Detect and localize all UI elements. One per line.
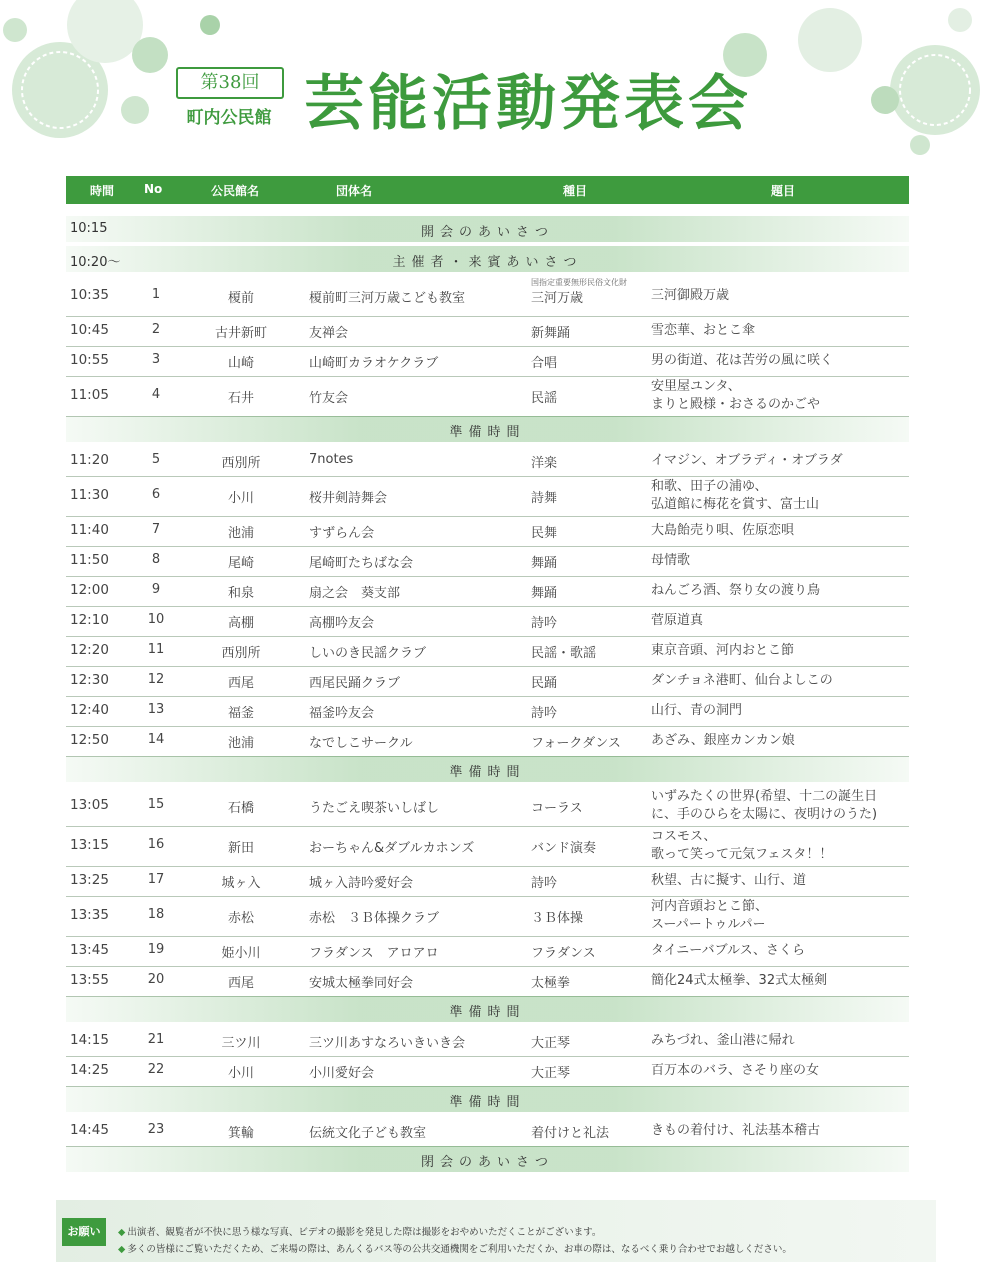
row-title-line: 山行、青の洞門 bbox=[651, 703, 743, 718]
row-title-line: に、手のひらを太陽に、夜明けのうた) bbox=[651, 807, 878, 822]
row-title bbox=[651, 322, 755, 340]
row-number: 23 bbox=[147, 1122, 165, 1137]
row-title bbox=[651, 732, 795, 750]
row-group: 山崎町カラオケクラブ bbox=[309, 356, 439, 371]
row-genre: 大正琴 bbox=[531, 1036, 571, 1051]
row-genre bbox=[531, 278, 627, 306]
row-number: 17 bbox=[147, 872, 165, 887]
row-title-line: まりと殿様・おさるのかごや bbox=[651, 397, 821, 412]
row-title-line: コスモス、 bbox=[651, 829, 717, 844]
row-title bbox=[651, 672, 833, 690]
row-group: 高棚吟友会 bbox=[309, 616, 375, 631]
row-hall: 新田 bbox=[227, 841, 254, 856]
table-row bbox=[66, 546, 909, 577]
row-genre: 太極拳 bbox=[531, 976, 571, 991]
row-group: すずらん会 bbox=[309, 526, 375, 541]
section-band bbox=[66, 756, 909, 782]
row-title-line: 簡化24式太極拳、32式太極剣 bbox=[651, 973, 828, 988]
row-hall: 姫小川 bbox=[221, 946, 261, 961]
row-number: 4 bbox=[151, 387, 161, 402]
row-time: 12:40 bbox=[70, 702, 109, 718]
band-label: 主催者・来賓あいさつ bbox=[392, 255, 583, 270]
row-genre: 舞踊 bbox=[531, 556, 558, 571]
row-hall: 赤松 bbox=[227, 911, 254, 926]
row-genre: コーラス bbox=[531, 801, 583, 816]
row-hall: 小川 bbox=[227, 491, 254, 506]
row-group: しいのき民謡クラブ bbox=[309, 646, 427, 661]
row-title bbox=[651, 972, 827, 990]
col-genre: 種目 bbox=[563, 184, 588, 198]
row-time: 12:00 bbox=[70, 582, 109, 598]
row-hall: 西尾 bbox=[227, 976, 254, 991]
row-number: 16 bbox=[147, 837, 165, 852]
row-time: 12:50 bbox=[70, 732, 109, 748]
row-time: 11:20 bbox=[70, 452, 109, 468]
row-time: 13:05 bbox=[70, 797, 109, 813]
row-title-line: 河内音頭おとこ節、 bbox=[651, 899, 769, 914]
row-time: 13:35 bbox=[70, 907, 109, 923]
row-hall: 石橋 bbox=[227, 801, 254, 816]
section-band bbox=[66, 1086, 909, 1112]
table-row bbox=[66, 636, 909, 667]
row-title-line: 安里屋ユンタ、 bbox=[651, 379, 741, 394]
row-hall: 和泉 bbox=[227, 586, 254, 601]
table-row bbox=[66, 966, 909, 997]
row-time: 12:20 bbox=[70, 642, 109, 658]
row-number: 3 bbox=[151, 352, 161, 367]
row-title-line: 雪恋華、おとこ傘 bbox=[651, 323, 756, 338]
table-row bbox=[66, 786, 909, 827]
table-row bbox=[66, 516, 909, 547]
row-number: 9 bbox=[151, 582, 161, 597]
row-title bbox=[651, 478, 819, 514]
table-row bbox=[66, 936, 909, 967]
row-hall: 西別所 bbox=[221, 646, 261, 661]
col-hall: 公民館名 bbox=[211, 184, 260, 198]
row-number: 6 bbox=[151, 487, 161, 502]
row-number: 12 bbox=[147, 672, 165, 687]
row-number: 22 bbox=[147, 1062, 165, 1077]
row-title-line: 和歌、田子の浦ゆ、 bbox=[651, 479, 768, 494]
row-number: 7 bbox=[151, 522, 161, 537]
row-number: 19 bbox=[147, 942, 165, 957]
section-band bbox=[66, 996, 909, 1022]
row-group: 伝統文化子ども教室 bbox=[309, 1126, 427, 1141]
table-row bbox=[66, 606, 909, 637]
row-group: 桜井剣詩舞会 bbox=[309, 491, 388, 506]
band-label: 閉会のあいさつ bbox=[420, 1155, 554, 1170]
table-row bbox=[66, 896, 909, 937]
row-title-line: ねんごろ酒、祭り女の渡り鳥 bbox=[651, 583, 821, 598]
schedule-table bbox=[66, 176, 909, 204]
row-genre: 民踊 bbox=[531, 676, 558, 691]
row-time: 12:10 bbox=[70, 612, 109, 628]
row-hall: 西尾 bbox=[227, 676, 254, 691]
row-number: 2 bbox=[151, 322, 161, 337]
row-genre: フラダンス bbox=[531, 946, 596, 961]
row-title-line: 歌って笑って元気フェスタ！！ bbox=[651, 847, 833, 862]
row-group: 赤松 ３Ｂ体操クラブ bbox=[309, 911, 440, 926]
row-title bbox=[651, 522, 794, 540]
table-row bbox=[66, 316, 909, 347]
row-genre: 新舞踊 bbox=[531, 326, 571, 341]
genre-note: 国指定重要無形民俗文化財 bbox=[531, 278, 627, 287]
notice-line: ◆ 出演者、観覧者が不快に思う様な写真、ビデオの撮影を発見した際は撮影をおやめいただくことがございます。 bbox=[118, 1224, 792, 1241]
row-group: 7notes bbox=[309, 452, 354, 467]
row-genre: 洋楽 bbox=[531, 456, 558, 471]
row-title bbox=[651, 1032, 795, 1050]
col-no: No bbox=[144, 182, 163, 196]
row-time: 13:15 bbox=[70, 837, 109, 853]
row-group: フラダンス アロアロ bbox=[309, 946, 439, 961]
table-row bbox=[66, 1056, 909, 1087]
table-row bbox=[66, 576, 909, 607]
row-time: 13:45 bbox=[70, 942, 109, 958]
row-title-line: 大島飴売り唄、佐原恋唄 bbox=[651, 523, 795, 538]
row-time: 13:55 bbox=[70, 972, 109, 988]
row-title-line: 秋望、古に擬す、山行、道 bbox=[651, 873, 806, 888]
row-title bbox=[651, 1062, 819, 1080]
row-group: 友禅会 bbox=[309, 326, 349, 341]
row-time: 10:45 bbox=[70, 322, 109, 338]
table-header bbox=[66, 176, 909, 204]
row-group: 竹友会 bbox=[309, 391, 349, 406]
row-group: 安城太極拳同好会 bbox=[309, 976, 414, 991]
row-title-line: きもの着付け、礼法基本稽古 bbox=[651, 1123, 821, 1138]
band-label: 開会のあいさつ bbox=[420, 225, 554, 240]
row-time: 14:45 bbox=[70, 1122, 109, 1138]
row-title bbox=[651, 642, 794, 660]
row-title bbox=[651, 828, 832, 864]
row-title-line: 男の街道、花は苦労の風に咲く bbox=[651, 353, 834, 368]
row-title bbox=[651, 702, 742, 720]
row-number: 14 bbox=[147, 732, 165, 747]
row-title bbox=[651, 898, 768, 934]
row-number: 10 bbox=[147, 612, 165, 627]
row-time: 10:35 bbox=[70, 287, 109, 303]
col-title: 題目 bbox=[771, 184, 796, 198]
row-title-line: みちづれ、釜山港に帰れ bbox=[651, 1033, 795, 1048]
row-hall: 小川 bbox=[227, 1066, 254, 1081]
band-label: 準備時間 bbox=[449, 1095, 526, 1110]
band-time: 10:15 bbox=[70, 221, 108, 236]
row-hall: 池浦 bbox=[227, 526, 254, 541]
row-title-line: 菅原道真 bbox=[651, 613, 704, 628]
notice-box bbox=[56, 1200, 936, 1262]
row-hall: 山崎 bbox=[227, 356, 254, 371]
row-title-line: いずみたくの世界(希望、十二の誕生日 bbox=[651, 789, 878, 804]
row-group: 尾崎町たちばな会 bbox=[309, 556, 414, 571]
row-title bbox=[651, 788, 877, 824]
row-number: 11 bbox=[147, 642, 165, 657]
row-hall: 福釜 bbox=[227, 706, 254, 721]
row-genre: フォークダンス bbox=[531, 736, 621, 751]
row-time: 11:40 bbox=[70, 522, 109, 538]
row-title-line: タイニーバブルス、さくら bbox=[651, 943, 806, 958]
row-number: 20 bbox=[147, 972, 165, 987]
table-row bbox=[66, 276, 909, 317]
table-row bbox=[66, 376, 909, 417]
row-time: 14:15 bbox=[70, 1032, 109, 1048]
row-hall: 三ツ川 bbox=[221, 1036, 261, 1051]
row-group: おーちゃん&ダブルカホンズ bbox=[309, 841, 475, 856]
row-time: 13:25 bbox=[70, 872, 109, 888]
row-title bbox=[651, 552, 690, 570]
notice-lines bbox=[118, 1224, 792, 1258]
row-time: 14:25 bbox=[70, 1062, 109, 1078]
row-hall: 箕輪 bbox=[227, 1126, 254, 1141]
table-row bbox=[66, 346, 909, 377]
row-group: 西尾民踊クラブ bbox=[309, 676, 401, 691]
row-title-line: 弘道館に梅花を賞す、富士山 bbox=[651, 497, 819, 512]
row-number: 8 bbox=[151, 552, 161, 567]
venue-label: 町内公民館 bbox=[186, 108, 272, 128]
row-title-line: 百万本のバラ、さそり座の女 bbox=[651, 1063, 819, 1078]
row-genre: 舞踊 bbox=[531, 586, 558, 601]
row-title-line: 東京音頭、河内おとこ節 bbox=[651, 643, 795, 658]
table-row bbox=[66, 476, 909, 517]
table-row bbox=[66, 446, 909, 477]
row-hall: 池浦 bbox=[227, 736, 254, 751]
table-row bbox=[66, 826, 909, 867]
row-genre: 着付けと礼法 bbox=[531, 1126, 610, 1141]
row-title-line: ダンチョネ港町、仙台よしこの bbox=[651, 673, 833, 688]
row-title-line: イマジン、オブラディ・オブラダ bbox=[651, 453, 843, 468]
row-time: 11:50 bbox=[70, 552, 109, 568]
row-genre: 詩舞 bbox=[531, 491, 558, 506]
row-hall: 石井 bbox=[227, 391, 254, 406]
row-title-line: 三河御殿万歳 bbox=[651, 288, 730, 303]
row-number: 13 bbox=[147, 702, 165, 717]
row-genre: 詩吟 bbox=[531, 706, 558, 721]
page-title: 芸能活動発表会 bbox=[304, 69, 752, 139]
row-title-line: スーパートゥルパー bbox=[651, 917, 766, 932]
row-genre: 大正琴 bbox=[531, 1066, 571, 1081]
row-number: 1 bbox=[151, 287, 161, 302]
table-row bbox=[66, 696, 909, 727]
band-label: 準備時間 bbox=[449, 1005, 526, 1020]
band-label: 準備時間 bbox=[449, 765, 526, 780]
row-group: うたごえ喫茶いしばし bbox=[309, 801, 440, 816]
row-title bbox=[651, 378, 820, 414]
row-time: 11:30 bbox=[70, 487, 109, 503]
row-title bbox=[651, 582, 820, 600]
section-band bbox=[66, 246, 909, 272]
section-band bbox=[66, 416, 909, 442]
row-genre: 民舞 bbox=[531, 526, 558, 541]
table-row bbox=[66, 726, 909, 757]
row-title bbox=[651, 287, 729, 305]
row-group: 小川愛好会 bbox=[309, 1066, 375, 1081]
band-label: 準備時間 bbox=[449, 425, 526, 440]
row-group: 榎前町三河万歳こども教室 bbox=[309, 291, 466, 306]
row-group: 扇之会 葵支部 bbox=[309, 586, 401, 601]
row-hall: 城ヶ入 bbox=[221, 876, 261, 891]
row-title bbox=[651, 612, 703, 630]
row-hall: 高棚 bbox=[227, 616, 254, 631]
row-title bbox=[651, 352, 833, 370]
row-group: 福釜吟友会 bbox=[309, 706, 375, 721]
notice-line: ◆ 多くの皆様にご覧いただくため、ご来場の際は、あんくるバス等の公共交通機関をご利用いただくか、お車の際は、なるべく乗り合わせでお越しください。 bbox=[118, 1241, 792, 1258]
col-time: 時間 bbox=[90, 184, 115, 198]
row-title bbox=[651, 872, 806, 890]
notice-label: お願い bbox=[62, 1218, 106, 1246]
row-genre: バンド演奏 bbox=[531, 841, 597, 856]
row-hall: 古井新町 bbox=[214, 326, 267, 341]
table-row bbox=[66, 1026, 909, 1057]
genre-value: 三河万歳 bbox=[531, 291, 584, 306]
table-row bbox=[66, 1116, 909, 1147]
section-band bbox=[66, 1146, 909, 1172]
row-title bbox=[651, 1122, 820, 1140]
row-time: 11:05 bbox=[70, 387, 109, 403]
row-number: 21 bbox=[147, 1032, 165, 1047]
row-title bbox=[651, 452, 843, 470]
row-genre: ３Ｂ体操 bbox=[531, 911, 584, 926]
col-group: 団体名 bbox=[336, 184, 373, 198]
row-number: 18 bbox=[147, 907, 165, 922]
row-title-line: 母情歌 bbox=[651, 553, 691, 568]
row-genre: 詩吟 bbox=[531, 876, 558, 891]
table-row bbox=[66, 666, 909, 697]
section-band bbox=[66, 216, 909, 242]
row-genre: 合唱 bbox=[531, 356, 558, 371]
row-hall: 西別所 bbox=[221, 456, 261, 471]
row-genre: 詩吟 bbox=[531, 616, 558, 631]
row-group: 城ヶ入詩吟愛好会 bbox=[309, 876, 414, 891]
row-hall: 榎前 bbox=[227, 291, 254, 306]
row-hall: 尾崎 bbox=[227, 556, 254, 571]
row-number: 15 bbox=[147, 797, 165, 812]
row-group: なでしこサークル bbox=[309, 736, 413, 751]
row-genre: 民謡 bbox=[531, 391, 558, 406]
row-title bbox=[651, 942, 805, 960]
row-number: 5 bbox=[151, 452, 161, 467]
row-group: 三ツ川あすなろいきいき会 bbox=[309, 1036, 466, 1051]
row-time: 12:30 bbox=[70, 672, 109, 688]
row-time: 10:55 bbox=[70, 352, 109, 368]
row-genre: 民謡・歌謡 bbox=[531, 646, 597, 661]
row-title-line: あざみ、銀座カンカン娘 bbox=[651, 733, 795, 748]
band-time: 10:20～ bbox=[70, 255, 121, 270]
table-row bbox=[66, 866, 909, 897]
edition-badge: 第38回 bbox=[176, 67, 284, 99]
